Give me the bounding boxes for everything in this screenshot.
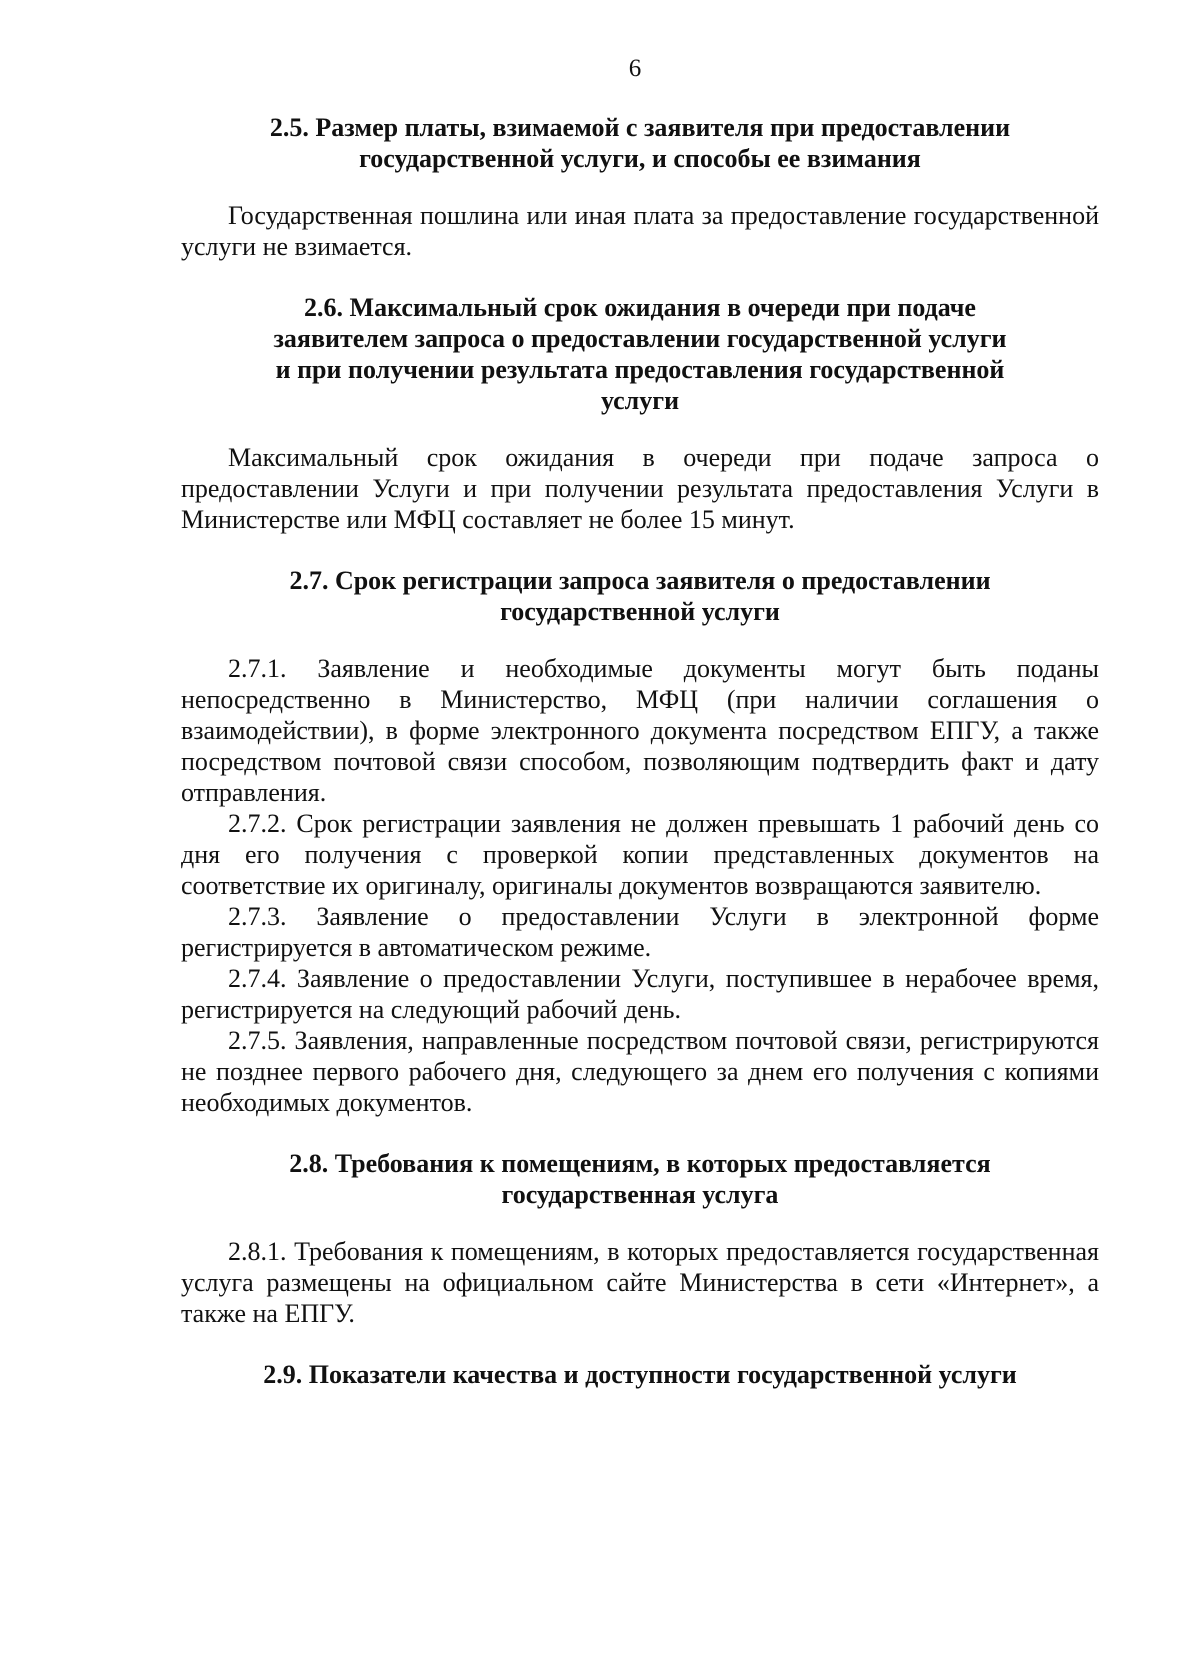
- paragraph-2-8-1: 2.8.1. Требования к помещениям, в которых предоставляется государственная услуга размещены на официальном сайте Министерства в сети «Интернет», а также на ЕПГУ.: [181, 1237, 1099, 1328]
- paragraph-2-7-2: 2.7.2. Срок регистрации заявления не должен превышать 1 рабочий день со дня его получения с проверкой копии представленных документов на соответствие их оригиналу, оригиналы документов возвращаются заявителю.: [181, 809, 1099, 900]
- section-heading-2-9: 2.9. Показатели качества и доступности государственной услуги: [263, 1360, 1017, 1389]
- document-body: [181, 112, 1099, 1390]
- section-heading-2-8: 2.8. Требования к помещениям, в которых предоставляется государственная услуга: [289, 1149, 991, 1209]
- paragraph-2-6: Максимальный срок ожидания в очереди при подаче запроса о предоставлении Услуги и при получении результата предоставления Услуги в Министерстве или МФЦ составляет не более 15 минут.: [181, 443, 1099, 534]
- section-heading-2-7: 2.7. Срок регистрации запроса заявителя о предоставлении государственной услуги: [289, 566, 991, 626]
- paragraph-2-7-5: 2.7.5. Заявления, направленные посредством почтовой связи, регистрируются не позднее первого рабочего дня, следующего за днем его получения с копиями необходимых документов.: [181, 1026, 1099, 1117]
- page-number: 6: [628, 55, 642, 82]
- paragraph-2-5: Государственная пошлина или иная плата за предоставление государственной услуги не взимается.: [181, 201, 1099, 261]
- paragraph-2-7-4: 2.7.4. Заявление о предоставлении Услуги, поступившее в нерабочее время, регистрируется на следующий рабочий день.: [181, 964, 1099, 1024]
- section-heading-2-5: 2.5. Размер платы, взимаемой с заявителя при предоставлении государственной услуги, и способы ее взимания: [269, 113, 1011, 173]
- paragraph-2-7-3: 2.7.3. Заявление о предоставлении Услуги в электронной форме регистрируется в автоматическом режиме.: [181, 902, 1099, 962]
- paragraph-2-7-1: 2.7.1. Заявление и необходимые документы могут быть поданы непосредственно в Министерство, МФЦ (при наличии соглашения о взаимодействии), в форме электронного документа посредством ЕПГУ, а также посредством почтовой связи способом, позволяющим подтвердить факт и дату отправления.: [181, 654, 1099, 807]
- section-heading-2-6: 2.6. Максимальный срок ожидания в очереди при подаче заявителем запроса о предоставлении государственной услуги и при получении результата предоставления государственной услуги: [273, 293, 1007, 415]
